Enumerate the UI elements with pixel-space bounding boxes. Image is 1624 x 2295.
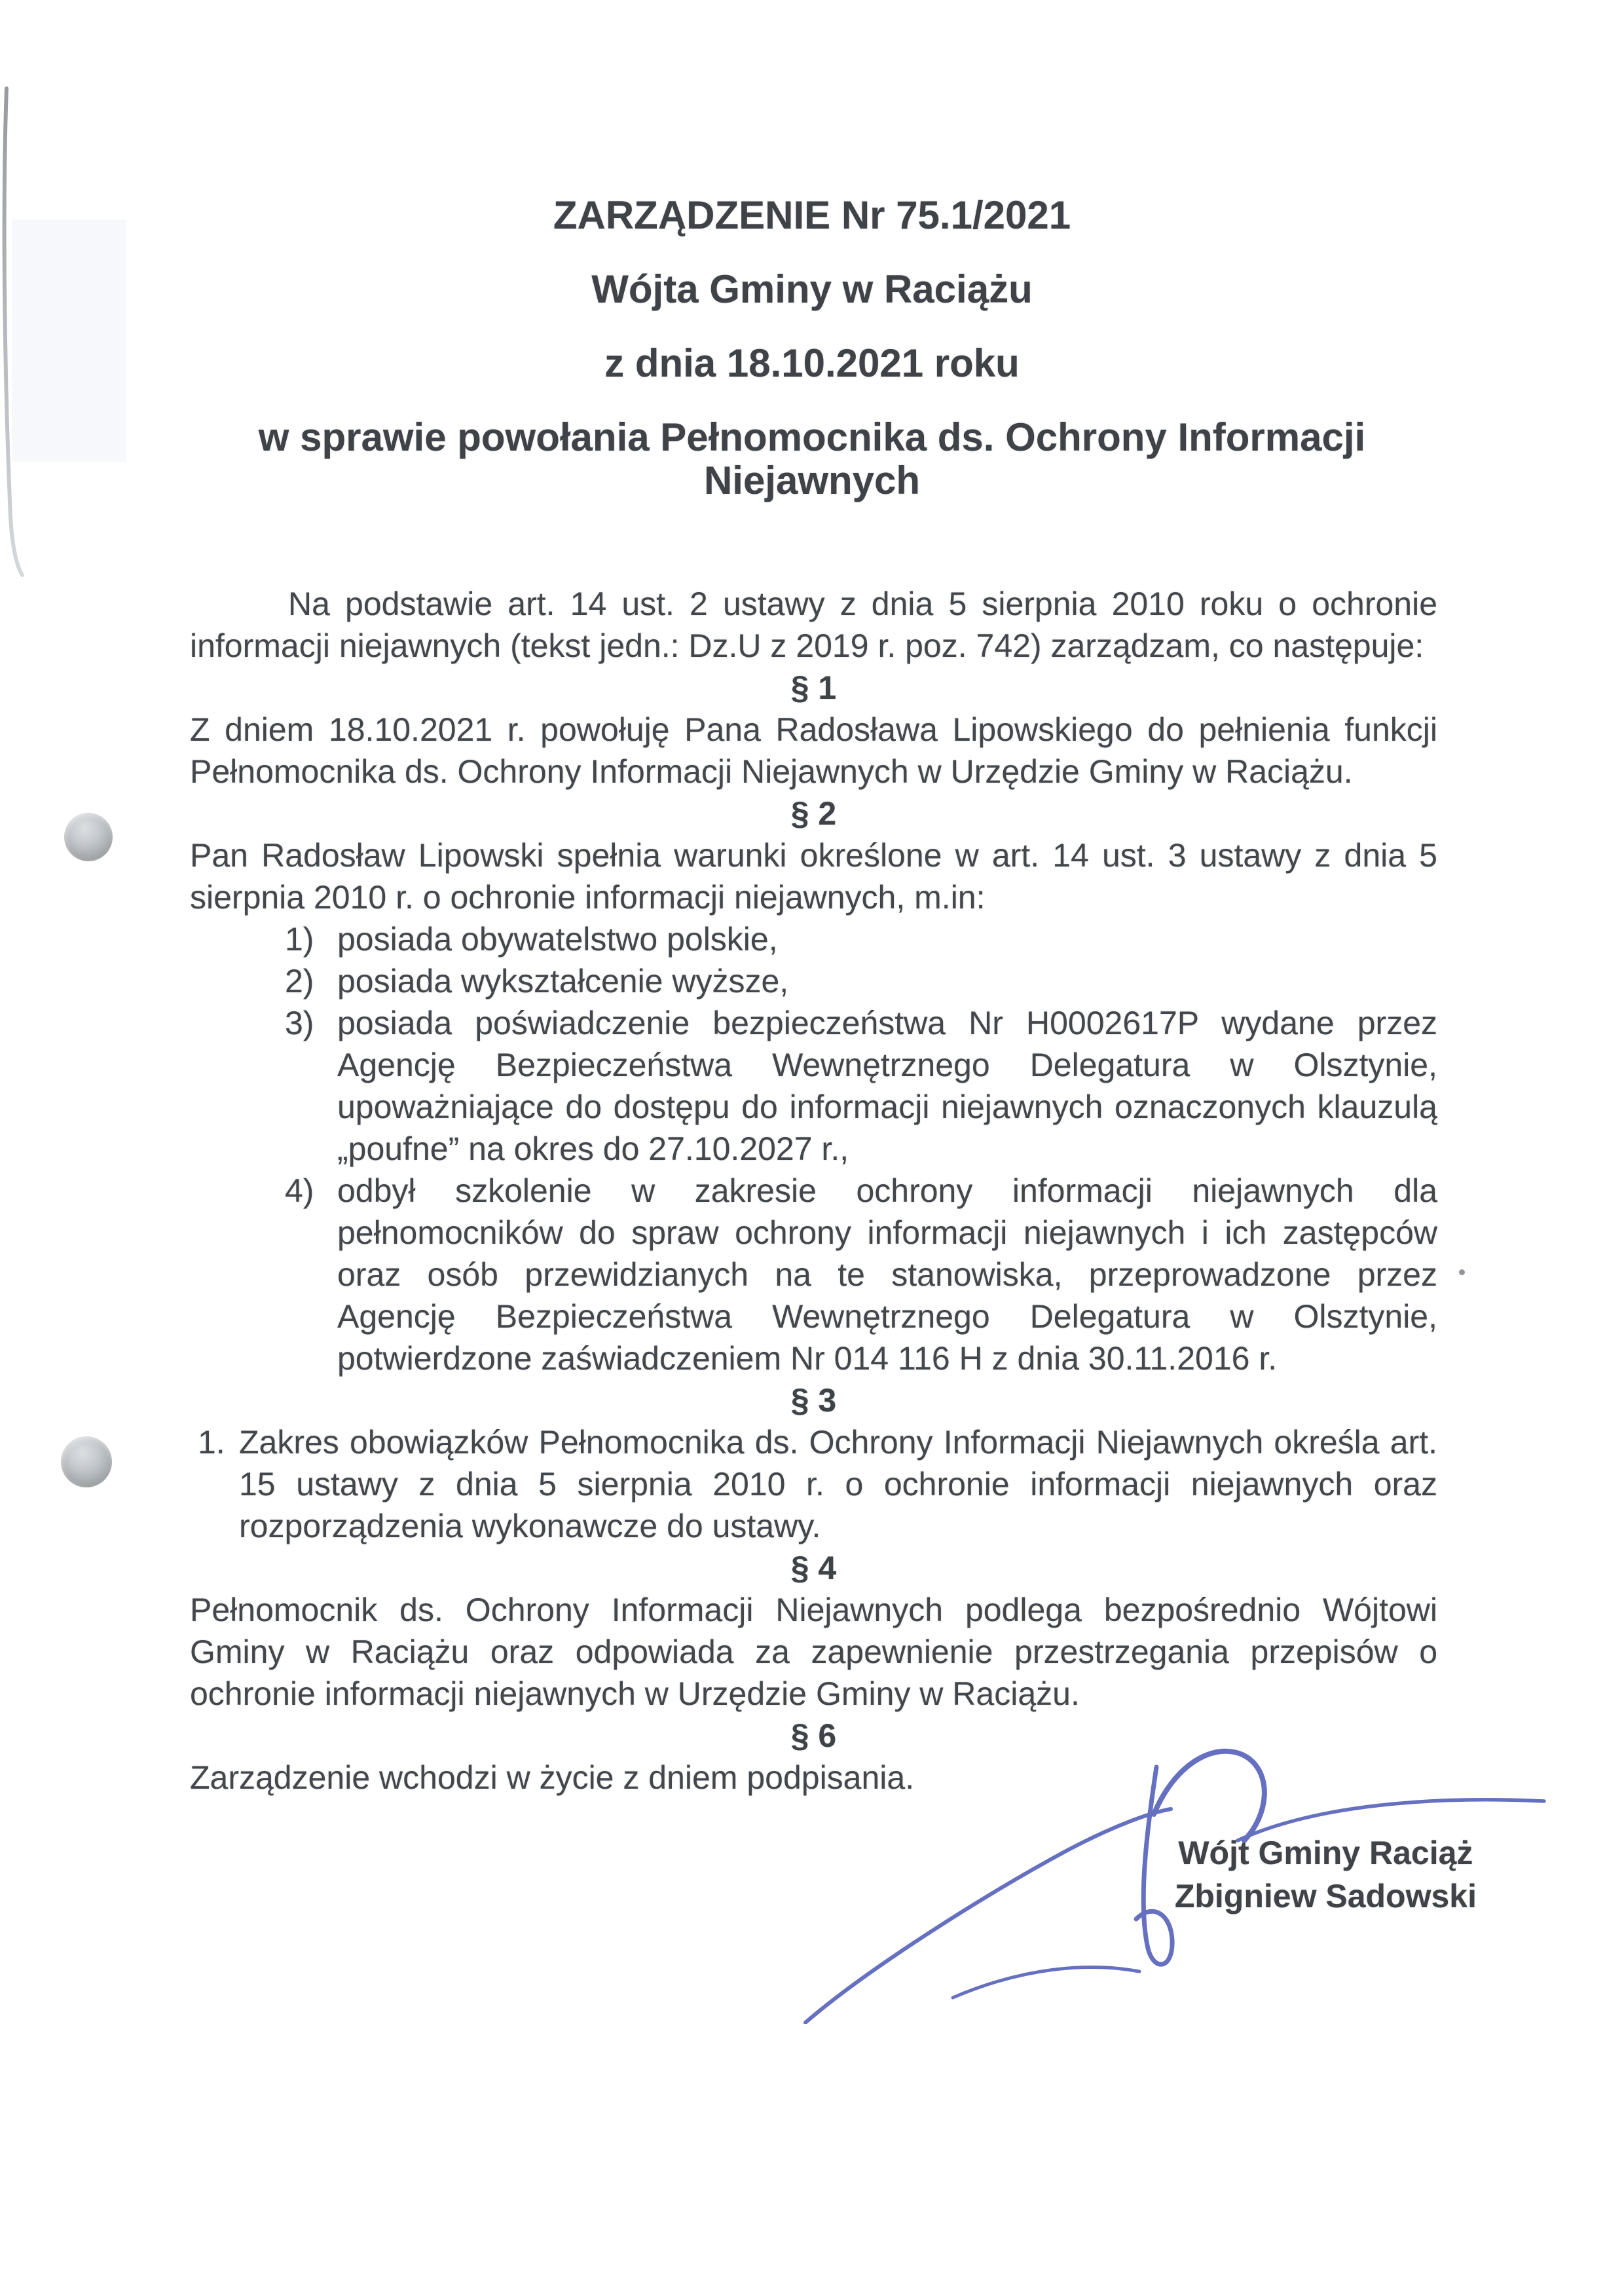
section-4-heading: § 4: [790, 1550, 837, 1586]
numbered-paragraph-marker: 1.: [198, 1424, 225, 1461]
section-4-paragraph: Pełnomocnik ds. Ochrony Informacji Niejawnych podlega bezpośrednio Wójtowi Gminy w Raciążu oraz odpowiada za zapewnienie przestrzegania przepisów o ochronie informacji niejawnych w Urzędzie Gminy w Raciążu.: [190, 1592, 1437, 1712]
list-item-text: odbył szkolenie w zakresie ochrony informacji niejawnych dla pełnomocników do spraw ochrony informacji niejawnych i ich zastępców oraz osób przewidzianych na te stanowiska, przeprowadzone przez Agencję Bezpieczeństwa Wewnętrznego Delegatura w Olsztynie, potwierdzone zaświadczeniem Nr 014 116 H z dnia 30.11.2016 r.: [337, 1172, 1437, 1377]
document-issuer: Wójta Gminy w Raciążu: [591, 267, 1033, 311]
document-title: ZARZĄDZENIE Nr 75.1/2021: [553, 193, 1071, 237]
list-item-marker: 2): [285, 963, 314, 999]
list-item: [190, 1170, 1437, 1379]
section-3-numbered-paragraph: [190, 1421, 1437, 1547]
list-item-text: posiada poświadczenie bezpieczeństwa Nr H0002617P wydane przez Agencję Bezpieczeństwa Wewnętrznego Delegatura w Olsztynie, upoważniające do dostępu do informacji niejawnych oznaczonych klauzulą „poufne” na okres do 27.10.2027 r.,: [337, 1005, 1437, 1167]
numbered-paragraph-text: Zakres obowiązków Pełnomocnika ds. Ochrony Informacji Niejawnych określa art. 15 ustawy z dnia 5 sierpnia 2010 r. o ochronie informacji niejawnych oraz rozporządzenia wykonawcze do ustawy.: [239, 1424, 1437, 1544]
document-subject: w sprawie powołania Pełnomocnika ds. Ochrony Informacji Niejawnych: [258, 415, 1366, 502]
document-body: [0, 583, 1624, 1799]
section-6-paragraph: Zarządzenie wchodzi w życie z dniem podpisania.: [190, 1759, 915, 1796]
document-date: z dnia 18.10.2021 roku: [604, 341, 1020, 385]
list-item: [190, 918, 1437, 960]
section-6-heading: § 6: [790, 1717, 837, 1754]
list-item-marker: 1): [285, 921, 314, 958]
list-item-text: posiada wykształcenie wyższe,: [337, 963, 789, 999]
title-block: [0, 0, 1624, 502]
section-2-paragraph: Pan Radosław Lipowski spełnia warunki określone w art. 14 ust. 3 ustawy z dnia 5 sierpnia 2010 r. o ochronie informacji niejawnych, m.in:: [190, 837, 1437, 916]
section-2-heading: § 2: [790, 795, 837, 832]
list-item-text: posiada obywatelstwo polskie,: [337, 921, 778, 958]
list-item: [190, 960, 1437, 1002]
section-1-paragraph: Z dniem 18.10.2021 r. powołuję Pana Radosława Lipowskiego do pełnienia funkcji Pełnomocnika ds. Ochrony Informacji Niejawnych w Urzędzie Gminy w Raciążu.: [190, 711, 1437, 790]
signatory-name: Zbigniew Sadowski: [1174, 1878, 1477, 1914]
section-1-heading: § 1: [790, 669, 837, 706]
conditions-list: [190, 918, 1437, 1379]
signatory-role: Wójt Gminy Raciąż: [1178, 1835, 1473, 1871]
signature-block: [1175, 1831, 1477, 1918]
preamble-paragraph: Na podstawie art. 14 ust. 2 ustawy z dnia 5 sierpnia 2010 roku o ochronie informacji niejawnych (tekst jedn.: Dz.U z 2019 r. poz. 742) zarządzam, co następuje:: [190, 586, 1437, 664]
section-3-heading: § 3: [790, 1382, 837, 1419]
list-item: [190, 1002, 1437, 1170]
list-item-marker: 4): [285, 1172, 314, 1209]
list-item-marker: 3): [285, 1005, 314, 1041]
